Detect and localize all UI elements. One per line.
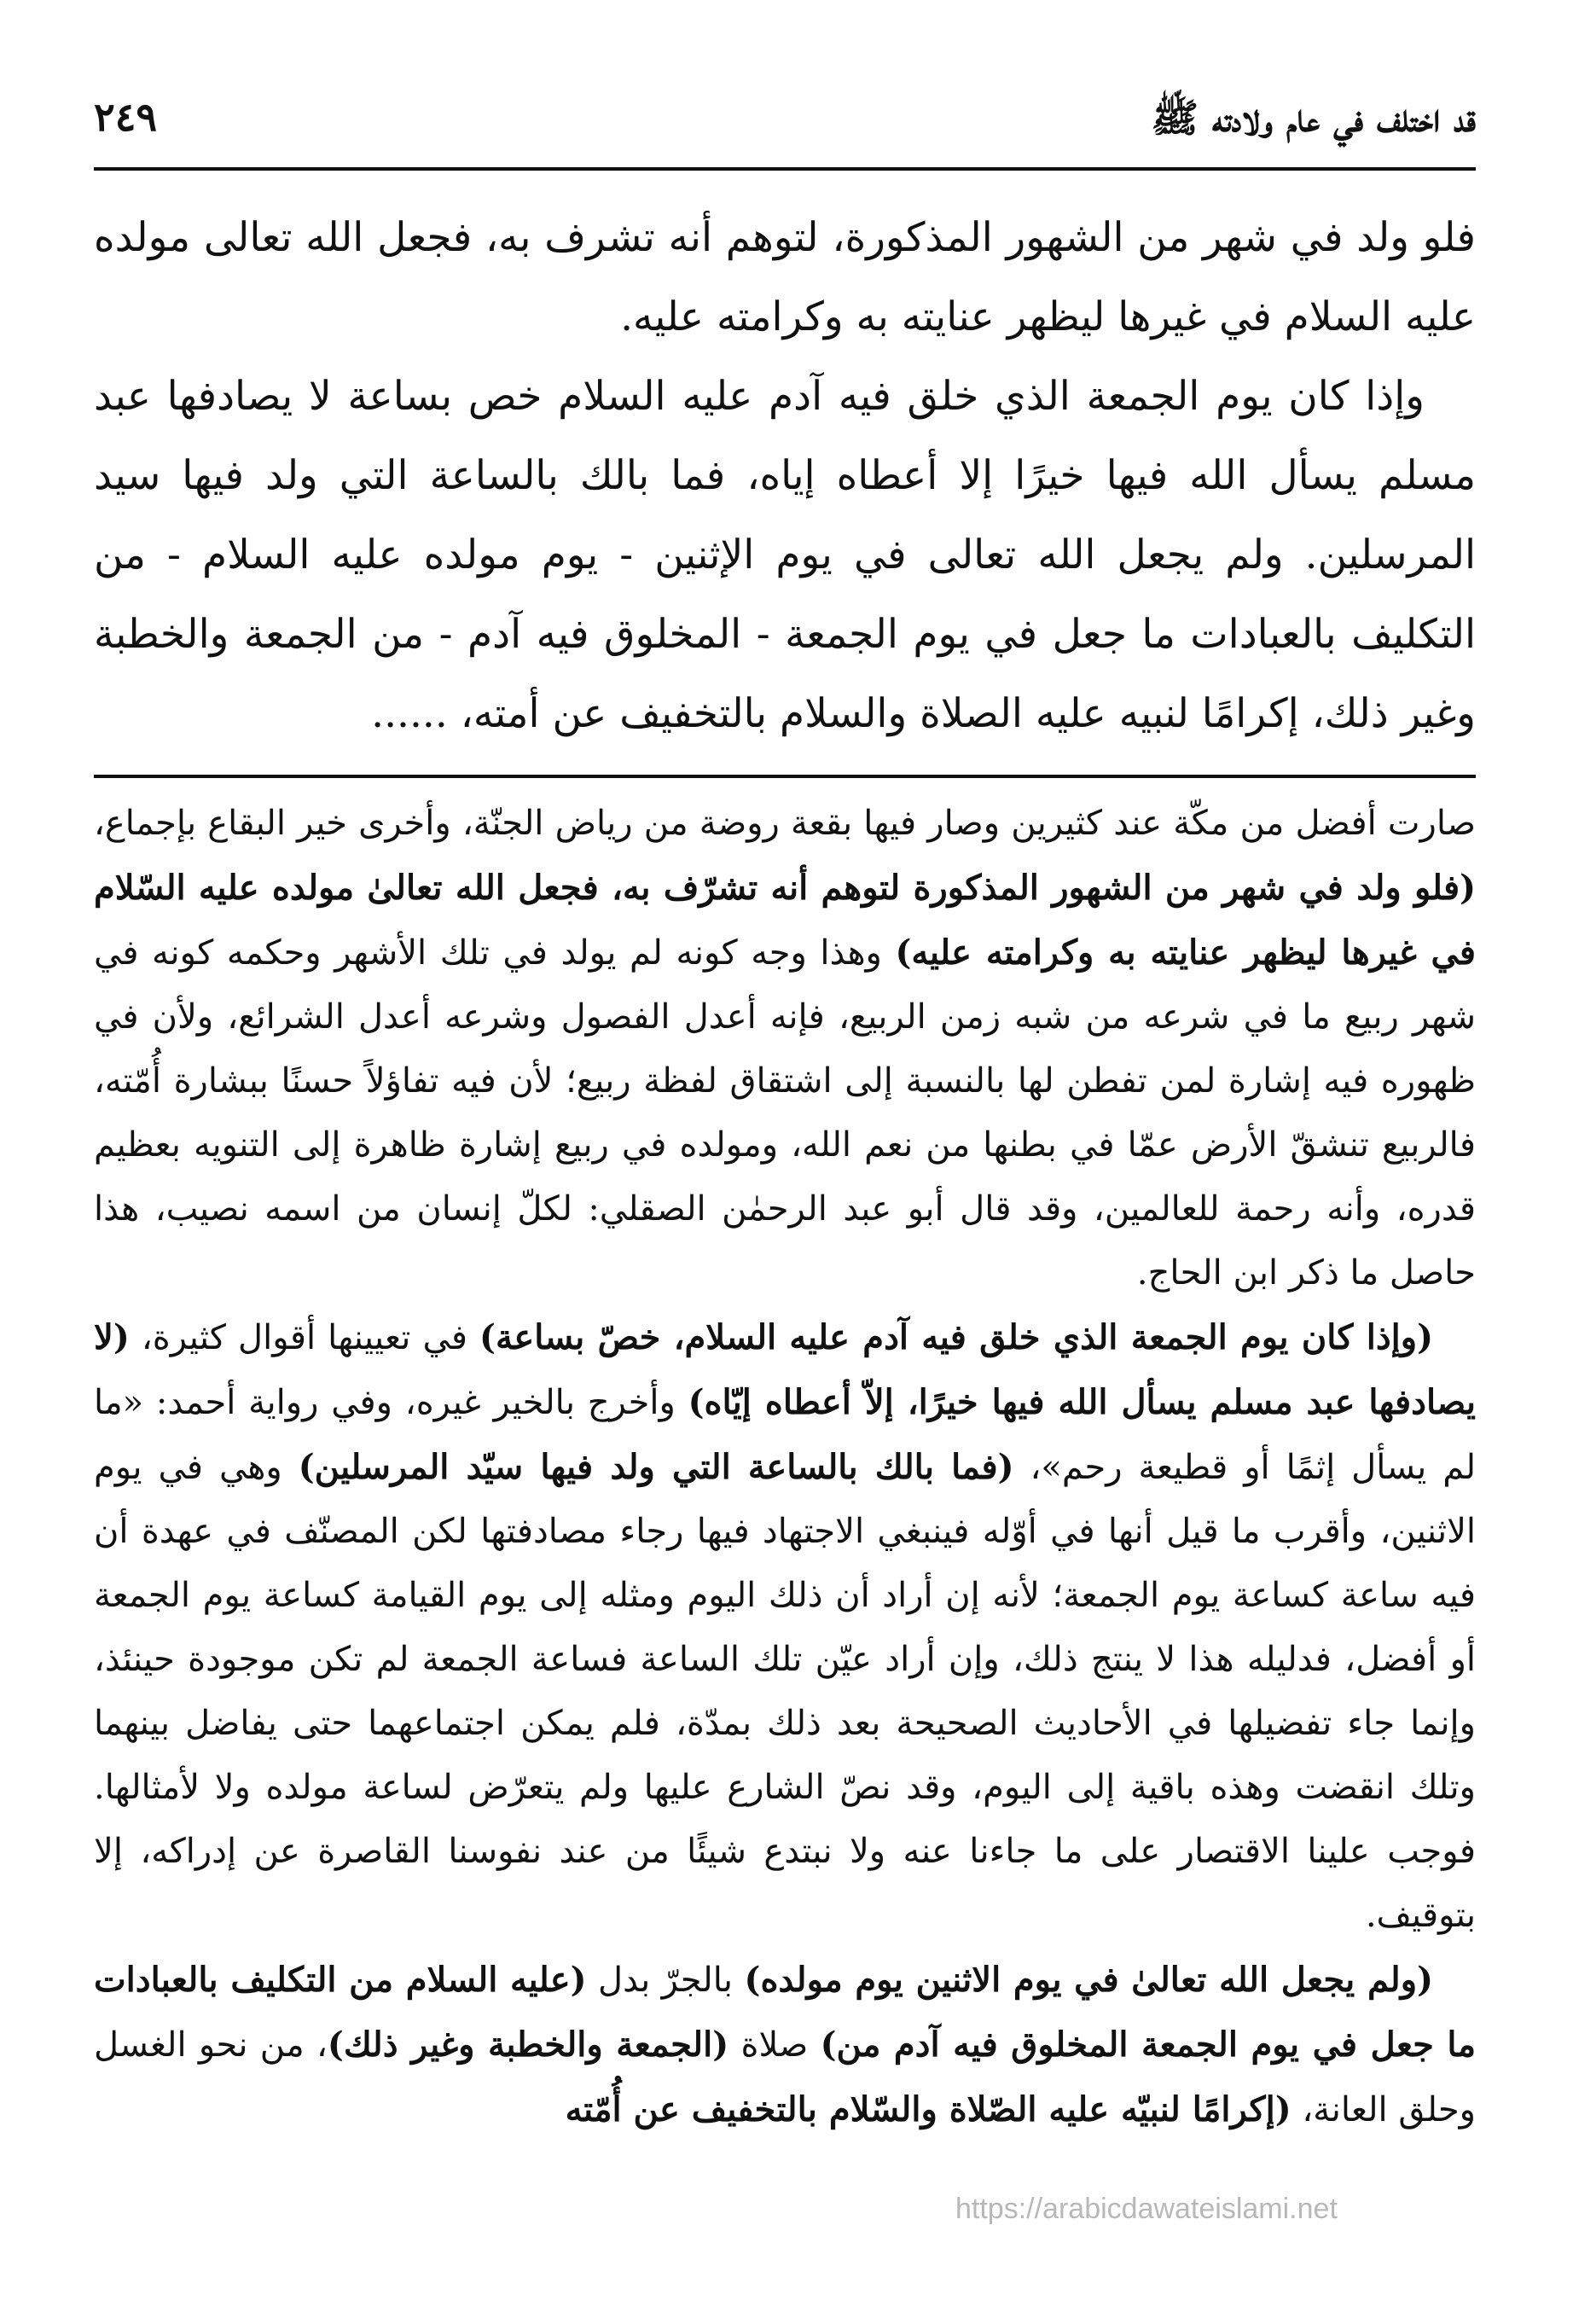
quoted-main-text: (إكرامًا لنبيّه عليه الصّلاة والسّلام بالتخفيف عن أُمّته: [565, 2089, 1291, 2129]
quoted-main-text: (فما بالك بالساعة التي ولد فيها سيّد المرسلين): [298, 1447, 1014, 1487]
commentary-text-span: صلاة: [728, 2025, 821, 2065]
commentary-text-span: وهذا وجه كونه لم يولد في تلك الأشهر وحكمه كونه في شهر ربيع ما في شرعه من شبه زمن الربيع، فإنه أعدل الفصول وشرعه أعدل الشرائع، ولأن في ظهوره فيه إشارة لمن تفطن لها بالنسبة إلى اشتقاق لفظة ربيع؛ لأن فيه تفاؤلاً حسنًا ببشارة أُمّته، فالربيع تنشقّ الأرض عمّا في بطنها من نعم الله، ومولده في ربيع إشارة ظاهرة إلى التنويه بعظيم قدره، وأنه رحمة للعالمين، وقد قال أبو عبد الرحمٰن الصقلي: لكلّ إنسان من اسمه نصيب، هذا حاصل ما ذكر ابن الحاج.: [94, 933, 1476, 1293]
watermark-url: https://arabicdawateislami.net: [955, 2193, 1338, 2225]
header-rule: [94, 167, 1476, 171]
main-paragraph: وإذا كان يوم الجمعة الذي خلق فيه آدم عليه السلام خص بساعة لا يصادفها عبد مسلم يسأل الله فيها خيرًا إلا أعطاه إياه، فما بالك بالساعة التي ولد فيها سيد المرسلين. ولم يجعل الله تعالى في يوم الإثنين - يوم مولده عليه السلام - من التكليف بالعبادات ما جعل في يوم الجمعة - المخلوق فيه آدم - من الجمعة والخطبة وغير ذلك، إكرامًا لنبيه عليه الصلاة والسلام بالتخفيف عن أمته، ......: [94, 373, 1476, 737]
quoted-main-text: (عليه السلام من التكليف بالعبادات ما جعل في يوم الجمعة المخلوق فيه آدم من): [94, 1960, 1477, 2065]
commentary-paragraph: [94, 1948, 1476, 2142]
page-number: ٢٤٩: [94, 94, 158, 140]
commentary-text: [94, 792, 1476, 2142]
commentary-text-span: في تعيينها أقوال كثيرة،: [129, 1318, 480, 1357]
quoted-main-text: (فلو ولد في شهر من الشهور المذكورة لتوهم أنه تشرّف به، فجعل الله تعالىٰ مولده عليه السّلام في غيرها ليظهر عنايته به وكرامته عليه): [94, 868, 1477, 973]
quoted-main-text: (لا يصادفها عبد مسلم يسأل الله فيها خيرًا، إلاّ أعطاه إيّاه): [94, 1317, 1476, 1422]
quoted-main-text: (وإذا كان يوم الجمعة الذي خلق فيه آدم عليه السلام، خصّ بساعة): [479, 1317, 1433, 1357]
commentary-text-span: ، من نحو الغسل وحلق العانة،: [94, 2025, 1476, 2129]
commentary-rule: [94, 775, 1476, 778]
commentary-paragraph: [94, 792, 1476, 1305]
quoted-main-text: (ولم يجعل الله تعالىٰ في يوم الاثنين يوم مولده): [744, 1960, 1433, 2000]
page-header: [94, 82, 1476, 167]
main-text: [94, 198, 1476, 753]
commentary-text-span: وهي في يوم الاثنين، وأقرب ما قيل أنها في أوّله فينبغي الاجتهاد فيها رجاء مصادفتها لكن المصنّف في عهدة أن فيه ساعة كساعة يوم الجمعة؛ لأنه إن أراد أن ذلك اليوم ومثله إلى يوم القيامة كساعة يوم الجمعة أو أفضل، فدليله هذا لا ينتج ذلك، وإن أراد عيّن تلك الساعة فساعة الجمعة لم تكن موجودة حينئذ، وإنما جاء تفضيلها في الأحاديث الصحيحة بعد ذلك بمدّة، فلم يمكن اجتماعهما حتى يفاضل بينهما وتلك انقضت وهذه باقية إلى اليوم، وقد نصّ الشارع عليها ولم يتعرّض لساعة مولده ولا لأمثالها. فوجب علينا الاقتصار على ما جاءنا عنه ولا نبتدع شيئًا من عند نفوسنا القاصرة عن إدراكه، إلا بتوقيف.: [94, 1448, 1476, 1935]
commentary-text-span: صارت أفضل من مكّة عند كثيرين وصار فيها بقعة روضة من رياض الجنّة، وأخرى خير البقاع بإجماع،: [94, 804, 1476, 843]
commentary-paragraph: [94, 1305, 1476, 1948]
commentary-text-span: بالجرّ بدل: [586, 1961, 745, 2000]
quoted-main-text: (الجمعة والخطبة وغير ذلك): [327, 2025, 729, 2065]
commentary-text-span: وأخرج بالخير غيره، وفي رواية أحمد: «ما لم يسأل إثمًا أو قطيعة رحم»،: [94, 1383, 1476, 1487]
main-paragraph: فلو ولد في شهر من الشهور المذكورة، لتوهم أنه تشرف به، فجعل الله تعالى مولده عليه السلام في غيرها ليظهر عنايته به وكرامته عليه.: [94, 214, 1476, 340]
running-title: قد اختلف في عام ولادته ﷺ: [1151, 95, 1476, 141]
